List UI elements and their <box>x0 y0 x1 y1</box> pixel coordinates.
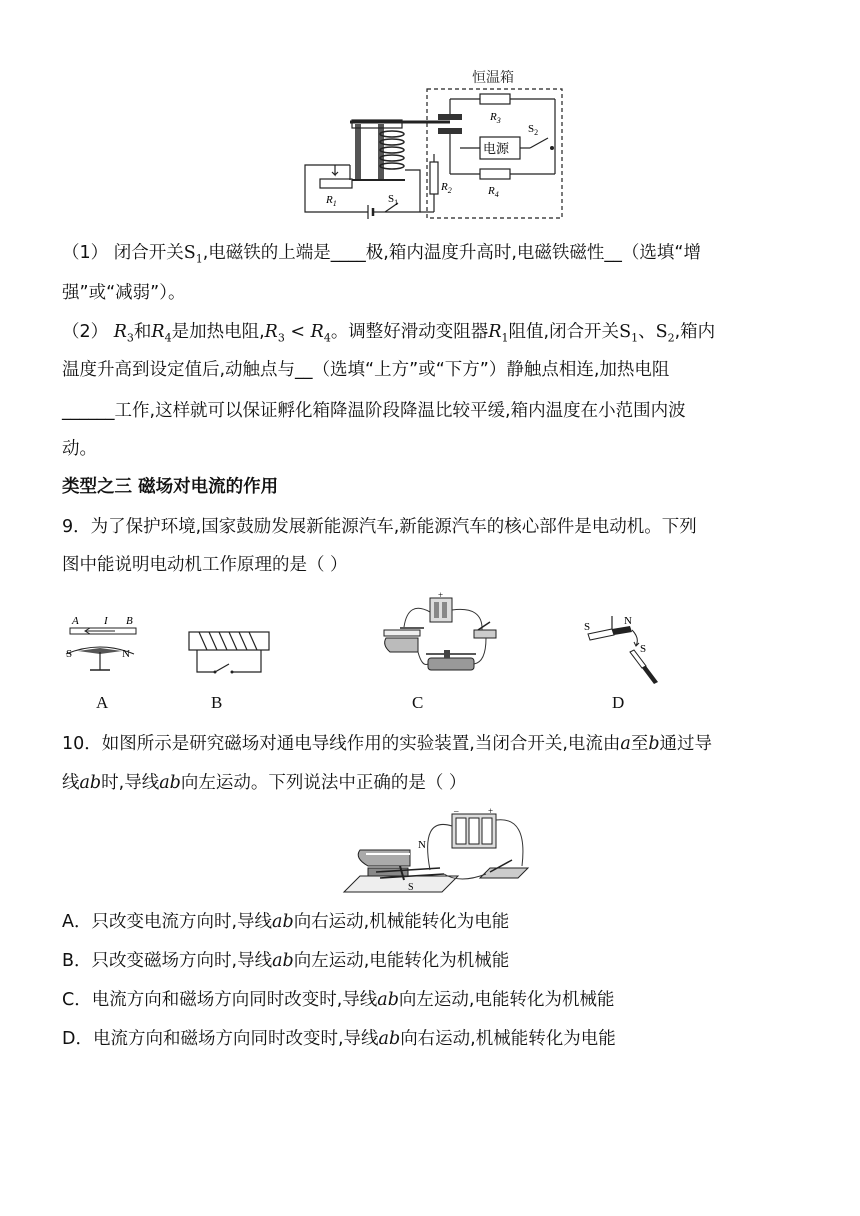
svg-text:R4: $R_4$ <box>488 185 499 199</box>
svg-text:R1: $R_1$ <box>326 194 337 208</box>
q8-part1-line2: 强”或“减弱”）。 <box>62 283 186 303</box>
q9-figure-a <box>60 612 150 682</box>
q9-label-d: D <box>612 693 625 712</box>
svg-text:+: + <box>488 806 494 816</box>
svg-text:S: S <box>640 643 647 655</box>
svg-text:S1: $S_1$ <box>388 193 399 207</box>
thermostat-circuit-figure <box>290 62 570 222</box>
q10-line2: 线ab时,导线ab向左运动。下列说法中正确的是（ ） <box>62 773 467 793</box>
svg-text:I: I <box>104 615 108 627</box>
q9-line1: 9．为了保护环境,国家鼓励发展新能源汽车,新能源汽车的核心部件是电动机。下列 <box>62 517 697 537</box>
svg-text:电源: 电源 <box>483 141 510 156</box>
q10-line1: 10．如图所示是研究磁场对通电导线作用的实验装置,当闭合开关,电流由a至b通过导 <box>62 734 713 754</box>
q10-apparatus-figure <box>340 806 540 898</box>
box-title: 恒温箱 <box>472 71 514 86</box>
svg-text:A: A <box>72 615 79 627</box>
q8-part2-line4: 动。 <box>62 439 97 459</box>
q8-part2-line2: 温度升高到设定值后,动触点与__（选填“上方”或“下方”）静触点相连,加热电阻 <box>62 360 670 380</box>
q10-option-b[interactable]: B．只改变磁场方向时,导线ab向左运动,电能转化为机械能 <box>62 951 510 971</box>
svg-text:R2: $R_2$ <box>441 181 452 195</box>
q8-part1-line1: （1） 闭合开关$S_1$,电磁铁的上端是____极,箱内温度升高时,电磁铁磁性__（选填“增 <box>62 243 701 266</box>
q9-label-a: A <box>96 693 109 712</box>
q9-figure-b <box>185 622 275 682</box>
section-heading: 类型之三 磁场对电流的作用 <box>62 477 279 497</box>
q10-option-a[interactable]: A．只改变电流方向时,导线ab向右运动,机械能转化为电能 <box>62 912 510 932</box>
q10-option-d[interactable]: D．电流方向和磁场方向同时改变时,导线ab向右运动,机械能转化为电能 <box>62 1029 616 1049</box>
q9-line2: 图中能说明电动机工作原理的是（ ） <box>62 555 348 575</box>
svg-text:R3: $R_3$ <box>490 111 501 125</box>
svg-text:N: N <box>624 615 632 627</box>
svg-text:N: N <box>418 839 426 851</box>
q9-label-b: B <box>211 693 223 712</box>
svg-text:S: S <box>66 648 73 660</box>
svg-text:S: S <box>408 882 414 893</box>
svg-text:S: S <box>584 621 591 633</box>
q8-part2-line1: （2） $R_3$和$R_4$是加热电阻$,R_3 < R_4$。调整好滑动变阻器$R_1$阻值,闭合开关$S_1$、$S_2$,箱内 <box>62 322 716 345</box>
svg-text:B: B <box>126 615 133 627</box>
q9-label-c: C <box>412 693 424 712</box>
q9-figure-c <box>378 592 508 687</box>
svg-text:+: + <box>438 590 444 600</box>
q10-option-c[interactable]: C．电流方向和磁场方向同时改变时,导线ab向左运动,电能转化为机械能 <box>62 990 615 1010</box>
svg-text:S2: $S_2$ <box>528 123 539 137</box>
q9-figure-d <box>580 612 670 684</box>
q8-part2-line3: ______工作,这样就可以保证孵化箱降温阶段降温比较平缓,箱内温度在小范围内波 <box>62 401 686 421</box>
svg-text:N: N <box>122 648 130 660</box>
svg-text:–: – <box>454 806 459 816</box>
